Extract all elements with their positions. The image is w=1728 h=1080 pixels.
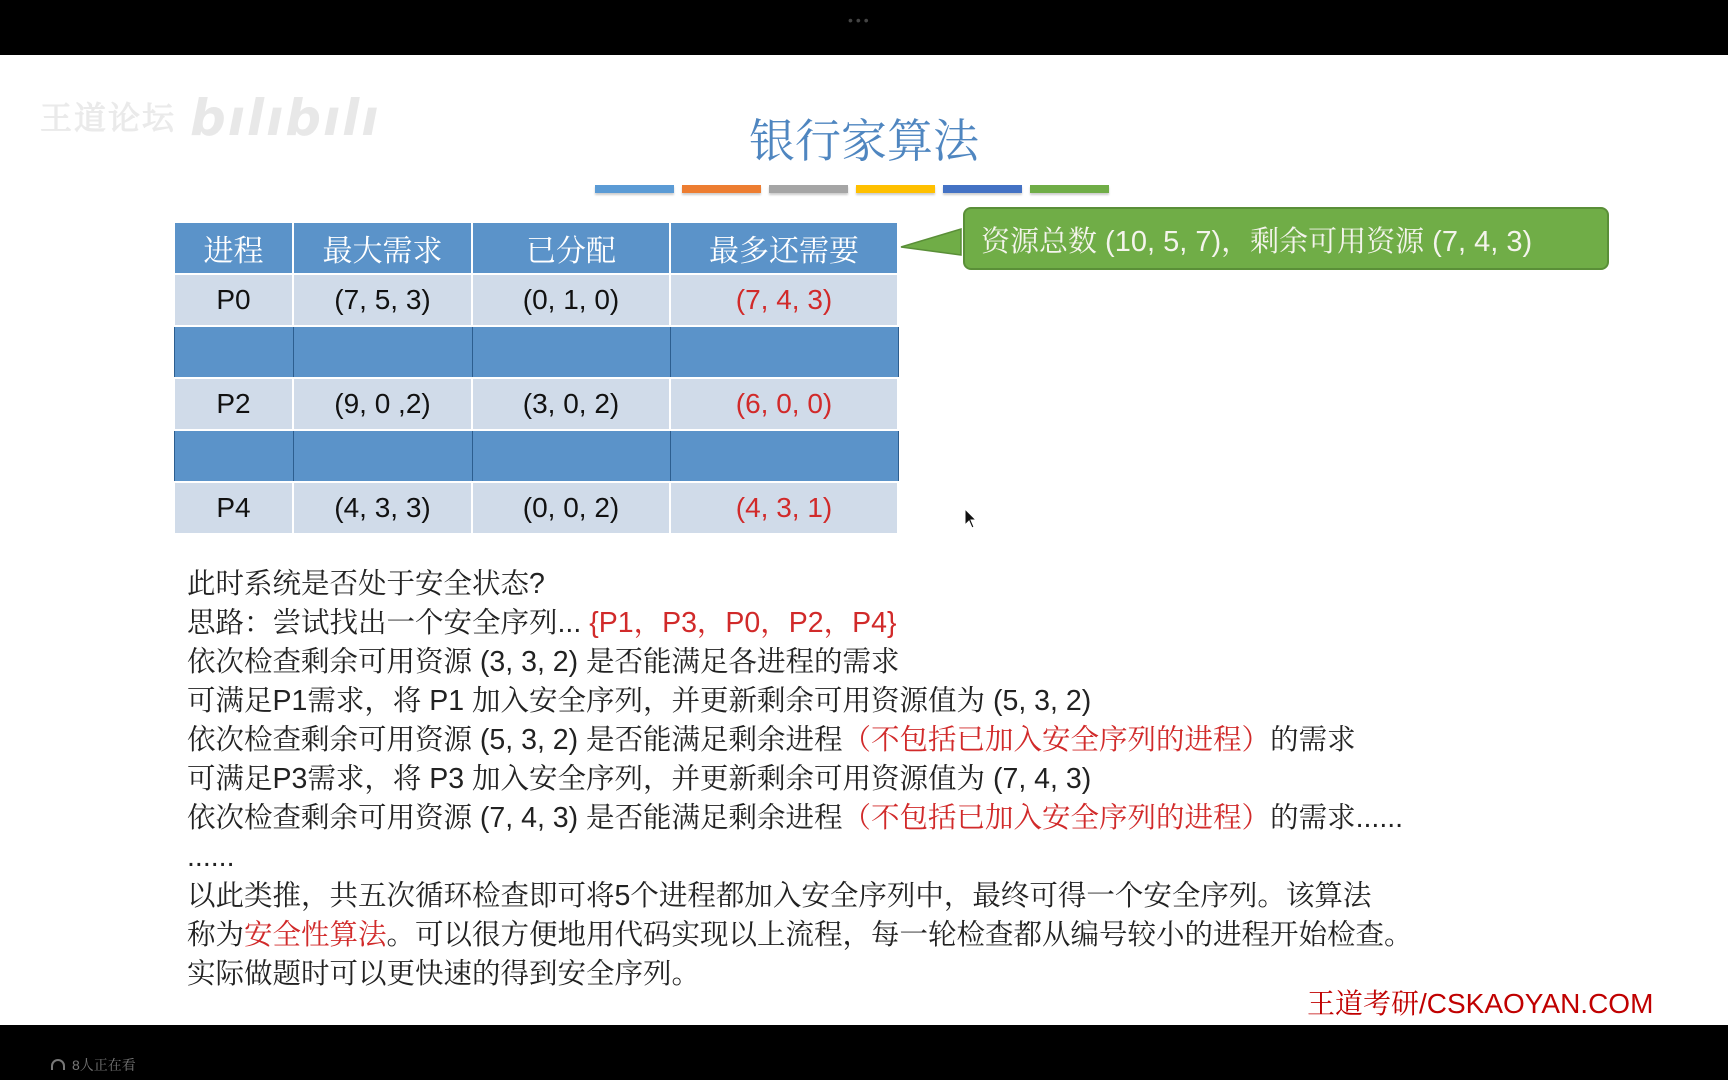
header-max: 最大需求 [293,222,472,274]
svg-text:bılıbılı: bılıbılı [190,89,381,147]
viewer-count [50,1055,136,1075]
resource-table [173,221,899,535]
text-line [187,760,1413,799]
text-segment: 实际做题时可以更快速的得到安全序列。 [187,958,701,990]
color-strip [1030,185,1109,193]
text-segment: 。可以很方便地用代码实现以上流程，每一轮检查都从编号较小的进程开始检查。 [386,919,1413,951]
text-segment: 可满足P3需求，将 P3 加入安全序列，并更新剩余可用资源值为 (7, 4, 3) [187,763,1092,795]
svg-text:王道论坛: 王道论坛 [40,99,177,137]
header-allocated: 已分配 [472,222,670,274]
cell-process: P0 [174,274,293,326]
hidden-cell [174,326,293,378]
hidden-cell [472,430,670,482]
cell-need: (4, 3, 1) [670,482,898,534]
cell-process: P2 [174,378,293,430]
text-segment: 依次检查剩余可用资源 (7, 4, 3) 是否能满足剩余进程 [187,802,843,834]
hidden-cell [174,430,293,482]
color-strip [682,185,761,193]
text-segment: 以此类推，共五次循环检查即可将5个进程都加入安全序列中，最终可得一个安全序列。该算法 [187,880,1372,912]
text-line [187,955,1413,994]
mouse-cursor-icon [964,508,978,536]
hidden-cell [293,326,472,378]
highlight-text: （不包括已加入安全序列的进程） [842,724,1271,756]
cell-max: (4, 3, 3) [293,482,472,534]
text-line [187,838,1413,877]
text-segment: 思路：尝试找出一个安全序列... [187,607,590,639]
hidden-cell [670,430,898,482]
hidden-row [174,326,898,378]
text-line [187,877,1413,916]
cell-allocated: (0, 0, 2) [472,482,670,534]
text-segment: 此时系统是否处于安全状态? [187,568,545,600]
hidden-row [174,430,898,482]
text-segment: ...... [187,841,235,873]
color-strips [595,185,1109,193]
cell-need: (6, 0, 0) [670,378,898,430]
text-segment: 的需求...... [1270,802,1404,834]
color-strip [856,185,935,193]
color-strip [769,185,848,193]
header-process: 进程 [174,222,293,274]
color-strip [595,185,674,193]
text-line [187,682,1413,721]
resource-callout: 资源总数 (10, 5, 7)，剩余可用资源 (7, 4, 3) [963,207,1609,270]
text-segment: 可满足P1需求，将 P1 加入安全序列，并更新剩余可用资源值为 (5, 3, 2) [187,685,1092,717]
text-segment: 依次检查剩余可用资源 (3, 3, 2) 是否能满足各进程的需求 [187,646,900,678]
hidden-cell [472,326,670,378]
text-line [187,799,1413,838]
highlight-text: 安全性算法 [244,919,387,951]
explanation-text [187,565,1413,994]
player-top-bar [0,0,1728,55]
headset-icon [50,1058,66,1072]
table-row [174,378,898,430]
hidden-cell [293,430,472,482]
player-bottom-bar [0,1025,1728,1080]
text-line [187,721,1413,760]
cell-need: (7, 4, 3) [670,274,898,326]
color-strip [943,185,1022,193]
cell-allocated: (3, 0, 2) [472,378,670,430]
cell-max: (9, 0 ,2) [293,378,472,430]
text-line [187,565,1413,604]
hidden-cell [670,326,898,378]
more-options-icon[interactable]: ••• [848,12,872,28]
slide-title: 银行家算法 [749,115,979,167]
highlight-text: {P1，P3，P0，P2，P4} [589,607,897,639]
table-row [174,274,898,326]
cell-process: P4 [174,482,293,534]
text-line [187,604,1413,643]
cell-allocated: (0, 1, 0) [472,274,670,326]
header-need: 最多还需要 [670,222,898,274]
table-header-row [174,222,898,274]
text-line [187,643,1413,682]
highlight-text: （不包括已加入安全序列的进程） [842,802,1271,834]
text-segment: 的需求 [1270,724,1356,756]
cell-max: (7, 5, 3) [293,274,472,326]
slide [0,55,1728,1025]
text-segment: 称为 [187,919,245,951]
text-line [187,916,1413,955]
footer-brand: 王道考研/CSKAOYAN.COM [1307,988,1654,1019]
viewer-count-label: 8人正在看 [72,1057,136,1073]
table-row [174,482,898,534]
text-segment: 依次检查剩余可用资源 (5, 3, 2) 是否能满足剩余进程 [187,724,843,756]
